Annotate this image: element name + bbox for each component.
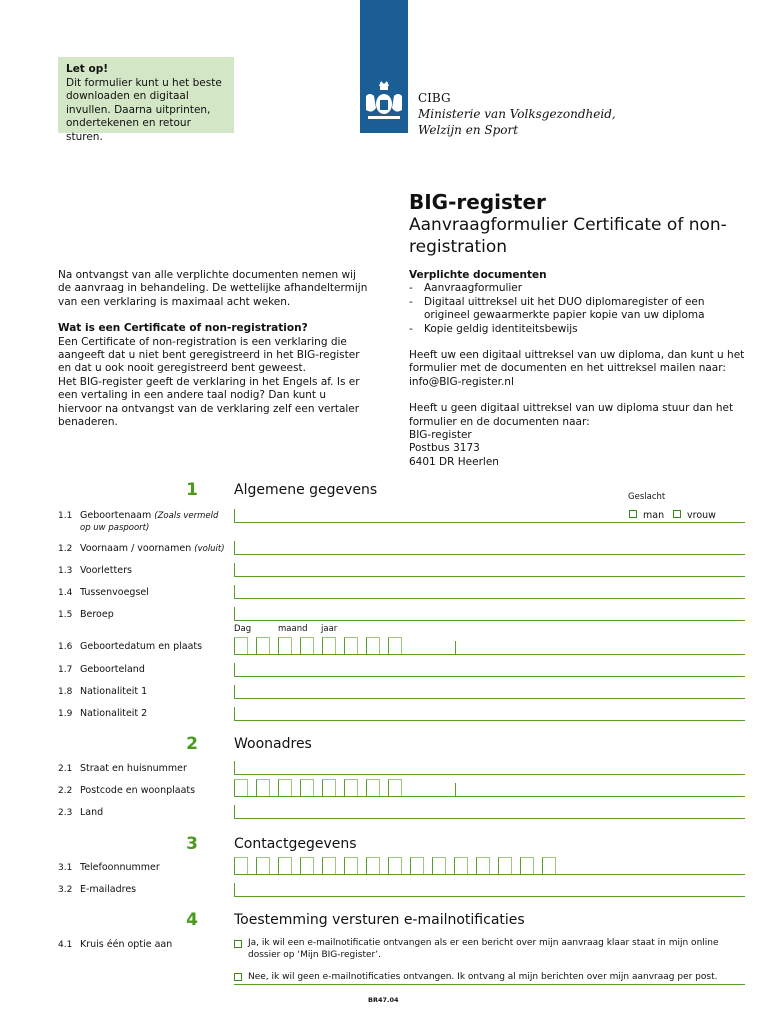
date-digit-box — [300, 637, 314, 654]
intro-paragraph: Na ontvangst van alle verplichte documenten nemen wij de aanvraag in behandeling. De wettelijke afhandeltermijn van een verklaring is maximaal acht weken. — [58, 269, 368, 308]
date-digit-box — [234, 637, 248, 654]
field-line — [234, 796, 745, 797]
documents-section — [409, 269, 749, 469]
postcode-digit-box — [322, 779, 336, 796]
org-name: CIBG — [418, 91, 451, 105]
field-line — [234, 554, 745, 555]
address-line: Postbus 3173 — [409, 442, 480, 455]
field-line — [234, 774, 745, 775]
field-number: 1.5 — [58, 610, 73, 620]
email-input[interactable] — [234, 883, 745, 896]
field-number: 3.2 — [58, 885, 73, 895]
date-digit-box — [388, 637, 402, 654]
phone-digit-box — [410, 857, 424, 874]
phone-digit-box — [278, 857, 292, 874]
intro-question-title: Wat is een Certificate of non-registration? — [58, 322, 308, 335]
phone-digit-box — [542, 857, 556, 874]
postcode-digit-box — [344, 779, 358, 796]
gender-man-label: man — [643, 510, 665, 521]
gender-vrouw-checkbox[interactable] — [673, 510, 681, 518]
phone-digit-box — [344, 857, 358, 874]
field-label-straat: Straat en huisnummer — [80, 763, 187, 774]
field-number: 1.2 — [58, 544, 73, 554]
field-number: 2.3 — [58, 808, 73, 818]
gender-vrouw-label: vrouw — [687, 510, 716, 521]
documents-digital-text: Heeft uw een digitaal uittreksel van uw diploma, dan kunt u het formulier met de documenten en het uittreksel mailen naar: — [409, 349, 745, 375]
phone-digit-box — [520, 857, 534, 874]
land-input[interactable] — [234, 805, 745, 818]
phone-digit-box — [366, 857, 380, 874]
notice-box — [58, 57, 234, 143]
field-line — [234, 654, 745, 655]
ministry-name: Ministerie van Volksgezondheid, Welzijn en Sport — [418, 107, 616, 137]
field-label-optie: Kruis één optie aan — [80, 939, 173, 950]
documents-list-item: - Digitaal uittreksel uit het DUO diplomaregister of een origineel gewaarmerkte papier kopie van uw diploma — [409, 295, 705, 322]
field-line — [234, 576, 745, 577]
documents-list-item: - Kopie geldig identiteitsbewijs — [409, 322, 578, 335]
field-number: 3.1 — [58, 863, 73, 873]
field-label-postcode: Postcode en woonplaats — [80, 785, 196, 796]
field-number: 1.4 — [58, 588, 73, 598]
postcode-digit-box — [278, 779, 292, 796]
address-line: BIG-register — [409, 429, 472, 442]
phone-digit-box — [498, 857, 512, 874]
field-label-voornamen: Voornaam / voornamen (voluit) — [80, 543, 225, 554]
postcode-input[interactable] — [234, 779, 434, 796]
intro-paragraph-3: Het BIG-register geeft de verklaring in het Engels af. Is er een vertaling in een andere taal nodig? Dan kunt u hiervoor na ontvangst van de verklaring zelf een vertaler benaderen. — [58, 375, 360, 429]
date-digit-box — [366, 637, 380, 654]
beroep-input[interactable] — [234, 607, 745, 620]
field-label-geboorteland: Geboorteland — [80, 664, 145, 675]
field-label-beroep: Beroep — [80, 609, 114, 620]
consent-yes-label: Ja, ik wil een e-mailnotificatie ontvangen als er een bericht over mijn aanvraag klaar staat in mijn online dossier op ‘Mijn BIG-register’. — [248, 938, 719, 960]
form-code: BR47.04 — [368, 996, 399, 1004]
date-year-label: jaar — [321, 624, 338, 634]
field-label-geboortedatum: Geboortedatum en plaats — [80, 641, 203, 652]
date-digit-box — [344, 637, 358, 654]
field-number: 1.1 — [58, 511, 73, 521]
government-emblem-logo — [360, 0, 408, 133]
phone-digit-box — [388, 857, 402, 874]
field-number: 4.1 — [58, 940, 73, 950]
consent-no-label: Nee, ik wil geen e-mailnotificaties ontvangen. Ik ontvang al mijn berichten over mijn aanvraag per post. — [248, 972, 718, 982]
postcode-digit-box — [256, 779, 270, 796]
section-number: 1 — [186, 480, 198, 500]
field-line — [234, 896, 745, 897]
field-label-voorletters: Voorletters — [80, 565, 132, 576]
section-title: Woonadres — [234, 736, 312, 752]
field-line — [234, 620, 745, 621]
phone-digit-box — [234, 857, 248, 874]
phone-digit-box — [300, 857, 314, 874]
field-label-nationaliteit-2: Nationaliteit 2 — [80, 708, 148, 719]
postcode-digit-box — [366, 779, 380, 796]
date-day-label: Dag — [234, 624, 252, 634]
field-number: 1.9 — [58, 709, 73, 719]
tussenvoegsel-input[interactable] — [234, 585, 745, 598]
birth-place-input[interactable] — [455, 641, 745, 654]
postcode-digit-box — [234, 779, 248, 796]
woonplaats-input[interactable] — [455, 783, 745, 796]
field-number: 1.6 — [58, 642, 73, 652]
telefoon-input[interactable] — [234, 857, 574, 874]
birth-date-input[interactable] — [234, 637, 454, 654]
field-line — [234, 720, 745, 721]
field-label-land: Land — [80, 807, 104, 818]
page-title: BIG-register — [409, 190, 546, 214]
phone-digit-box — [256, 857, 270, 874]
email-link[interactable]: info@BIG-register.nl — [409, 375, 514, 388]
documents-post-text: Heeft u geen digitaal uittreksel van uw diploma stuur dan het formulier en de documenten naar: — [409, 402, 734, 428]
field-label-nationaliteit-1: Nationaliteit 1 — [80, 686, 148, 697]
section-number: 4 — [186, 910, 198, 930]
section-title: Algemene gegevens — [234, 482, 378, 498]
field-number: 2.2 — [58, 786, 73, 796]
field-line — [234, 984, 745, 985]
voorletters-input[interactable] — [234, 563, 745, 576]
phone-digit-box — [322, 857, 336, 874]
phone-digit-box — [432, 857, 446, 874]
field-number: 2.1 — [58, 764, 73, 774]
date-digit-box — [256, 637, 270, 654]
straat-input[interactable] — [234, 761, 745, 774]
field-number: 1.7 — [58, 665, 73, 675]
documents-title: Verplichte documenten — [409, 269, 547, 281]
date-digit-box — [278, 637, 292, 654]
geboortenaam-input[interactable] — [234, 509, 620, 522]
documents-list-item: - Aanvraagformulier — [409, 282, 523, 295]
date-digit-box — [322, 637, 336, 654]
section-number: 3 — [186, 834, 198, 854]
gender-label: Geslacht — [628, 492, 666, 502]
postcode-digit-box — [388, 779, 402, 796]
section-title: Contactgegevens — [234, 836, 357, 852]
postcode-digit-box — [300, 779, 314, 796]
field-number: 1.3 — [58, 566, 73, 576]
field-label-geboortenaam: Geboortenaam (Zoals vermeld op uw paspoort) — [80, 510, 219, 533]
nationaliteit-2-input[interactable] — [234, 707, 745, 720]
page-subtitle: Aanvraagformulier Certificate of non-registration — [409, 215, 727, 257]
field-label-tussenvoegsel: Tussenvoegsel — [80, 587, 149, 598]
notice-title: Let op! — [66, 63, 109, 75]
address-line: 6401 DR Heerlen — [409, 455, 499, 468]
intro-text — [58, 269, 368, 429]
section-number: 2 — [186, 734, 198, 754]
phone-digit-box — [454, 857, 468, 874]
consent-no-checkbox[interactable] — [234, 973, 242, 981]
field-line — [234, 522, 745, 523]
nationaliteit-1-input[interactable] — [234, 685, 745, 698]
field-line — [234, 874, 745, 875]
notice-text: Dit formulier kunt u het beste downloaden en digitaal invullen. Daarna uitprinten, ondertekenen en retour sturen. — [66, 76, 222, 143]
field-line — [234, 818, 745, 819]
gender-man-checkbox[interactable] — [629, 510, 637, 518]
field-label-telefoon: Telefoonnummer — [80, 862, 160, 873]
field-number: 1.8 — [58, 687, 73, 697]
crown-lion-icon — [360, 0, 408, 133]
intro-paragraph-2: Een Certificate of non-registration is een verklaring die aangeeft dat u niet bent geregistreerd in het BIG-register en dat u ook nooit geregistreerd bent geweest. — [58, 335, 360, 375]
field-line — [234, 598, 745, 599]
phone-digit-box — [476, 857, 490, 874]
geboorteland-input[interactable] — [234, 663, 745, 676]
consent-yes-checkbox[interactable] — [234, 940, 242, 948]
field-line — [234, 698, 745, 699]
field-line — [234, 676, 745, 677]
section-title: Toestemming versturen e-mailnotificaties — [234, 912, 525, 928]
date-month-label: maand — [278, 624, 308, 634]
voornamen-input[interactable] — [234, 541, 745, 554]
field-label-email: E-mailadres — [80, 884, 137, 895]
